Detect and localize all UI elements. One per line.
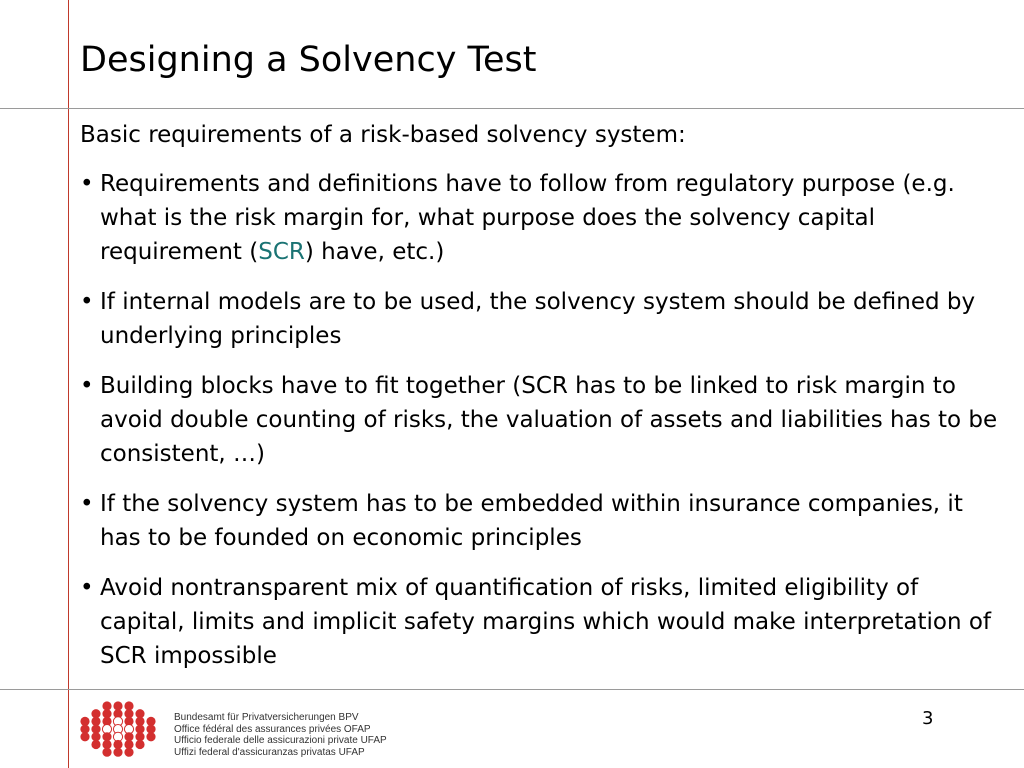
logo-dot	[102, 748, 111, 757]
bullet-icon: •	[80, 575, 94, 601]
bullet-icon: •	[80, 373, 94, 399]
bullet-text: If internal models are to be used, the solvency system should be defined by underlying principles	[100, 289, 976, 349]
slide-body	[80, 118, 1010, 689]
office-name-block	[174, 712, 387, 758]
logo-dot	[113, 748, 122, 757]
bullet-text: Requirements and definitions have to follow from regulatory purpose (e.g. what is the risk margin for, what purpose does the solvency capital requirement (SCR) have, etc.)	[100, 171, 955, 265]
bullet-text: If the solvency system has to be embedded within insurance companies, it has to be founded on economic principles	[100, 491, 963, 551]
slide-title: Designing a Solvency Test	[80, 40, 537, 80]
swiss-federal-cross-dots-logo-icon	[79, 700, 163, 758]
logo-dot	[124, 748, 133, 757]
bullet-item	[80, 369, 1010, 471]
title-divider	[0, 108, 1024, 109]
page-number: 3	[922, 708, 934, 729]
bullet-item	[80, 167, 1010, 269]
bullet-icon: •	[80, 289, 94, 315]
logo-dot	[146, 732, 155, 741]
bullet-item	[80, 571, 1010, 673]
logo-dot	[80, 732, 89, 741]
office-line-it: Ufficio federale delle assicurazioni private UFAP	[174, 735, 387, 746]
bullet-text: Building blocks have to fit together (SCR has to be linked to risk margin to avoid double counting of risks, the valuation of assets and liabilities has to be consistent, …)	[100, 373, 998, 467]
intro-text: Basic requirements of a risk-based solvency system:	[80, 122, 686, 148]
bullet-item	[80, 487, 1010, 555]
bullet-item	[80, 285, 1010, 353]
left-red-divider	[68, 0, 69, 768]
office-line-rm: Uffizi federal d'assicuranzas privatas UFAP	[174, 746, 365, 758]
office-line-fr: Office fédéral des assurances privées OFAP	[174, 723, 371, 735]
logo-dot	[91, 740, 100, 749]
scr-highlight: SCR	[258, 239, 305, 265]
bullet-icon: •	[80, 171, 94, 197]
bullet-text: Avoid nontransparent mix of quantification of risks, limited eligibility of capital, limits and implicit safety margins which would make interpretation of SCR impossible	[100, 575, 992, 669]
bullet-icon: •	[80, 491, 94, 517]
bullet-list	[80, 167, 1010, 673]
office-line-de: Bundesamt für Privatversicherungen BPV	[174, 712, 359, 723]
footer-divider	[0, 689, 1024, 690]
logo-dot	[135, 740, 144, 749]
